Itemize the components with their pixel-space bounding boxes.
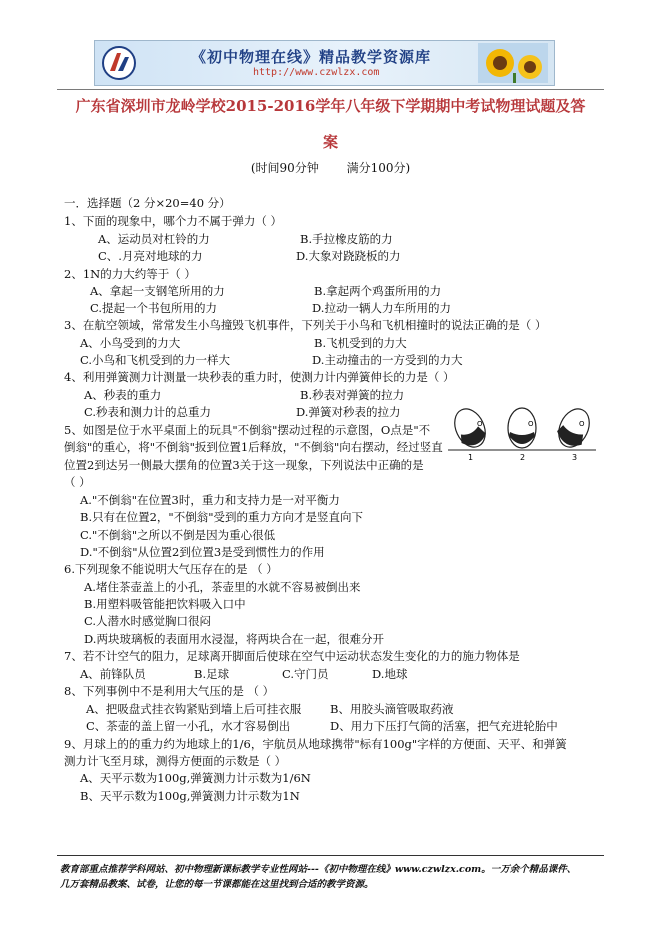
q8-option-a: A、把吸盘式挂衣钩紧贴到墙上后可挂衣服 bbox=[86, 702, 302, 716]
header-banner bbox=[94, 40, 555, 86]
q9-option-b: B、天平示数为100g,弹簧测力计示数为1N bbox=[80, 789, 300, 803]
q5-option-a: A."不倒翁"在位置3时，重力和支持力是一对平衡力 bbox=[80, 493, 340, 507]
footer-divider bbox=[57, 855, 604, 856]
q3-option-d: D.主动撞击的一方受到的力大 bbox=[312, 353, 463, 367]
question-5-line-3: 位置2到达另一侧最大摆角的位置3关于这一现象，下列说法中正确的是 bbox=[64, 458, 424, 472]
q6-option-a: A.堵住茶壶盖上的小孔，茶壶里的水就不容易被倒出来 bbox=[84, 580, 361, 594]
q2-option-a: A、拿起一支钢笔所用的力 bbox=[90, 284, 225, 298]
question-6: 6.下列现象不能说明大气压存在的是 （ ） bbox=[64, 562, 278, 576]
figure-label-2: 2 bbox=[520, 453, 526, 462]
banner-title: 《初中物理在线》精品教学资源库 bbox=[191, 48, 432, 66]
tumbler-position-3 bbox=[553, 404, 595, 452]
tumbler-position-2 bbox=[508, 408, 536, 448]
q4-option-d: D.弹簧对秒表的拉力 bbox=[296, 405, 401, 419]
q3-option-c: C.小鸟和飞机受到的力一样大 bbox=[80, 353, 231, 367]
figure-label-3: 3 bbox=[572, 453, 578, 462]
q3-option-b: B.飞机受到的力大 bbox=[314, 336, 407, 350]
question-5-line-4: （ ） bbox=[64, 475, 91, 489]
q6-option-b: B.用塑料吸管能把饮料吸入口中 bbox=[84, 597, 246, 611]
figure-label-1: 1 bbox=[468, 453, 474, 462]
q4-option-b: B.秒表对弹簧的拉力 bbox=[300, 388, 405, 402]
banner-url[interactable]: http://www.czwlzx.com bbox=[253, 67, 380, 78]
question-8: 8、下列事例中不是利用大气压的是 （ ） bbox=[64, 684, 275, 698]
q1-option-d: D.大象对跷跷板的力 bbox=[296, 249, 401, 263]
question-2: 2、1N的力大约等于（ ） bbox=[64, 267, 196, 281]
q2-option-c: C.提起一个书包所用的力 bbox=[90, 301, 218, 315]
q5-option-c: C."不倒翁"之所以不倒是因为重心很低 bbox=[80, 528, 276, 542]
center-of-gravity-label: O bbox=[579, 420, 585, 428]
center-of-gravity-label: O bbox=[477, 420, 483, 428]
q7-option-c: C.守门员 bbox=[282, 667, 329, 681]
question-3: 3、在航空领域，常常发生小鸟撞毁飞机事件，下列关于小鸟和飞机相撞时的说法正确的是（ ） bbox=[64, 318, 547, 332]
q9-option-a: A、天平示数为100g,弹簧测力计示数为1/6N bbox=[80, 771, 311, 785]
q1-option-a: A、运动员对杠铃的力 bbox=[98, 232, 210, 246]
section-heading: 一．选择题（2 分×20=40 分） bbox=[64, 196, 231, 210]
q8-option-d: D、用力下压打气筒的活塞，把气充进轮胎中 bbox=[330, 719, 558, 733]
tumbler-toy-figure bbox=[448, 400, 596, 462]
page-title: 广东省深圳市龙岭学校2015-2016学年八年级下学期期中考试物理试题及答 bbox=[75, 97, 586, 115]
q8-option-b: B、用胶头滴管吸取药液 bbox=[330, 702, 454, 716]
sunflower-icon bbox=[478, 43, 548, 83]
question-9-line-1: 9、月球上的的重力约为地球上的1/6，宇航员从地球携带"标有100g"字样的方便面、天平、和弹簧 bbox=[64, 737, 567, 751]
q7-option-d: D.地球 bbox=[372, 667, 408, 681]
q2-option-d: D.拉动一辆人力车所用的力 bbox=[312, 301, 451, 315]
center-of-gravity-label: O bbox=[528, 420, 534, 428]
q5-option-d: D."不倒翁"从位置2到位置3是受到惯性力的作用 bbox=[80, 545, 325, 559]
q7-option-a: A、前锋队员 bbox=[80, 667, 146, 681]
question-9-line-2: 测力计飞至月球，测得方便面的示数是（ ） bbox=[64, 754, 287, 768]
q5-option-b: B.只有在位置2，"不倒翁"受到的重力方向才是竖直向下 bbox=[80, 510, 363, 524]
q2-option-b: B.拿起两个鸡蛋所用的力 bbox=[314, 284, 442, 298]
footer-line-2: 几万套精品教案、试卷，让您的每一节课都能在这里找到合适的教学资源。 bbox=[60, 879, 374, 890]
q1-option-b: B.手拉橡皮筋的力 bbox=[300, 232, 393, 246]
question-5-line-2: 倒翁"的重心，将"不倒翁"扳到位置1后释放，"不倒翁"向右摆动，经过竖直 bbox=[64, 440, 443, 454]
page-title-continued: 案 bbox=[322, 133, 338, 151]
question-1: 1、下面的现象中，哪个力不属于弹力（ ） bbox=[64, 214, 282, 228]
exam-time: (时间90分钟 bbox=[250, 161, 319, 175]
q4-option-c: C.秒表和测力计的总重力 bbox=[84, 405, 212, 419]
site-logo-icon bbox=[101, 45, 137, 81]
tumbler-position-1 bbox=[449, 404, 491, 452]
q7-option-b: B.足球 bbox=[194, 667, 230, 681]
q3-option-a: A、小鸟受到的力大 bbox=[80, 336, 181, 350]
exam-info bbox=[0, 159, 661, 176]
q1-option-c: C、.月亮对地球的力 bbox=[98, 249, 203, 263]
question-4: 4、利用弹簧测力计测量一块秒表的重力时，使测力计内弹簧伸长的力是（ ） bbox=[64, 370, 455, 384]
q6-option-c: C.人潜水时感觉胸口很闷 bbox=[84, 614, 212, 628]
question-7: 7、若不计空气的阻力，足球离开脚面后使球在空气中运动状态发生变化的力的施力物体是 bbox=[64, 649, 520, 663]
question-5-line-1: 5、如图是位于水平桌面上的玩具"不倒翁"摆动过程的示意图，O点是"不 bbox=[64, 423, 431, 437]
footer-line-1: 教育部重点推荐学科网站、初中物理新课标教学专业性网站---《初中物理在线》www.czwlzx.com。一万余个精品课件、 bbox=[60, 864, 577, 875]
q6-option-d: D.两块玻璃板的表面用水浸湿，将两块合在一起，很难分开 bbox=[84, 632, 384, 646]
exam-score: 满分100分) bbox=[346, 161, 411, 175]
q8-option-c: C、茶壶的盖上留一小孔，水才容易倒出 bbox=[86, 719, 291, 733]
header-divider bbox=[57, 89, 604, 90]
q4-option-a: A、秒表的重力 bbox=[84, 388, 162, 402]
